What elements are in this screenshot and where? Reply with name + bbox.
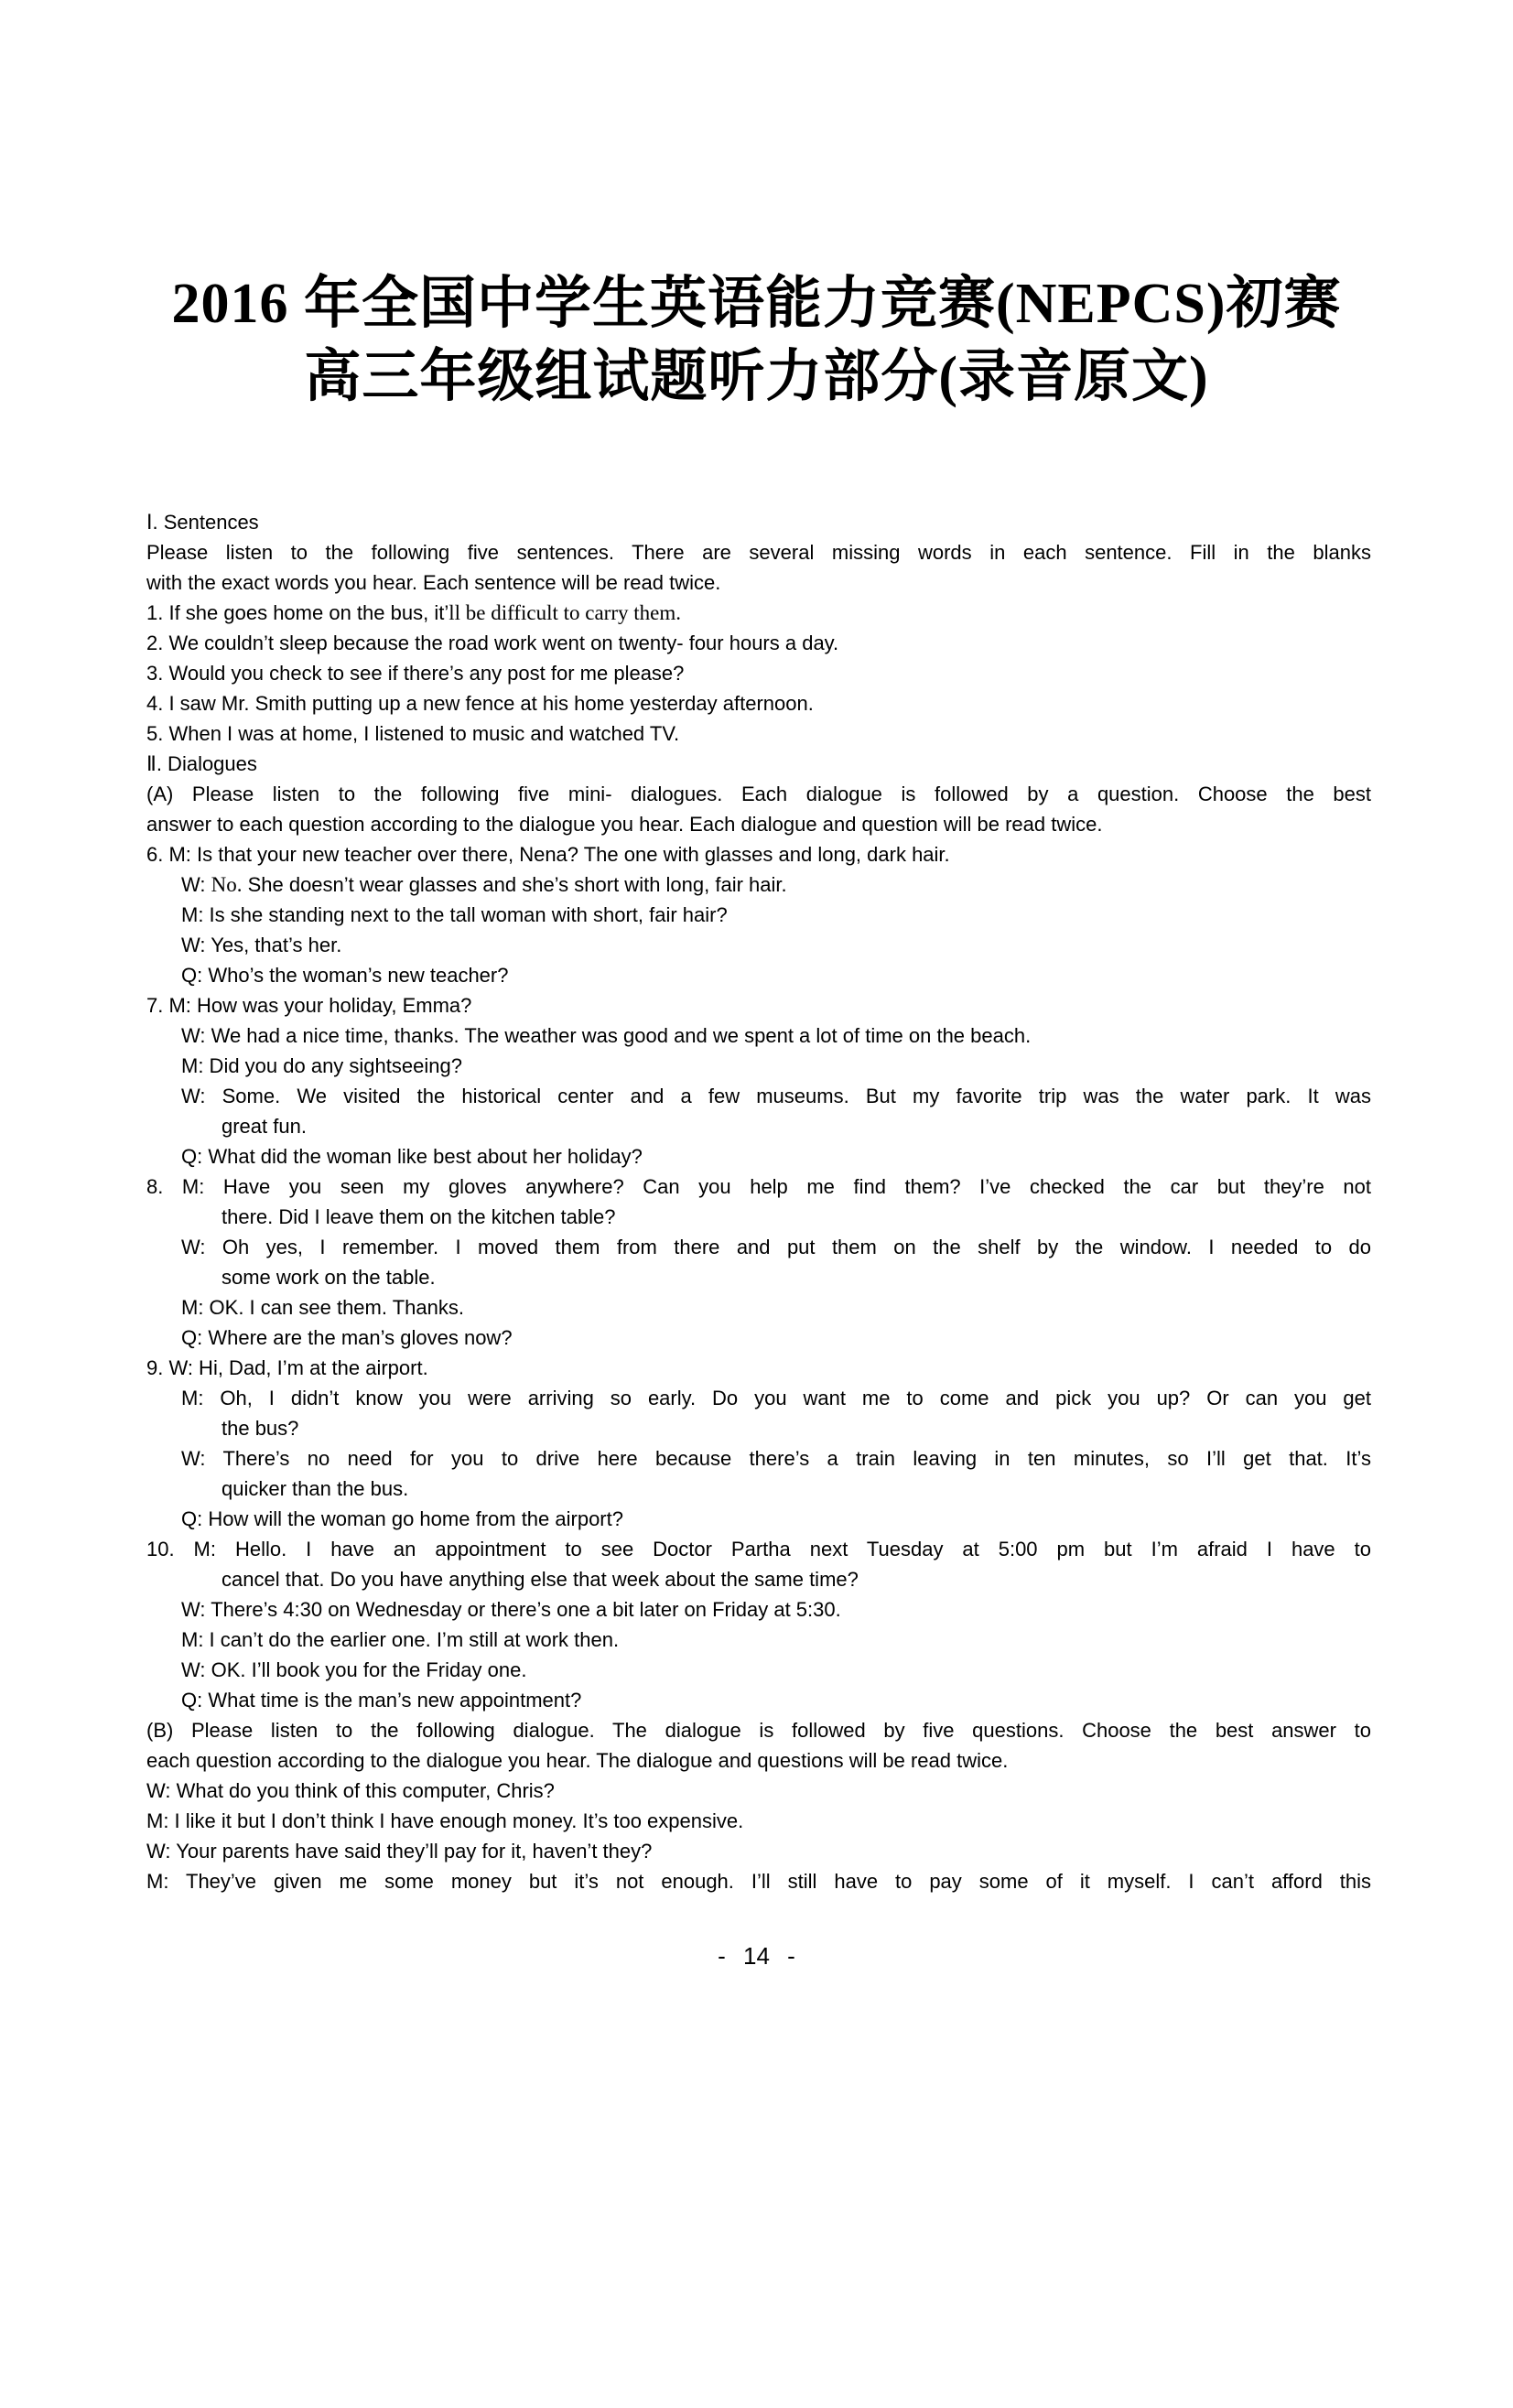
text-line bbox=[146, 990, 1371, 1020]
text-line bbox=[146, 1715, 1371, 1745]
text-line bbox=[146, 1292, 1371, 1323]
text-line bbox=[146, 1806, 1371, 1836]
text-segment: cancel that. Do you have anything else that week about the same time? bbox=[222, 1568, 859, 1591]
title-line-2: 高三年级组试题听力部分(录音原文) bbox=[304, 346, 1209, 408]
page-number: - 14 - bbox=[718, 1942, 795, 1970]
text-segment: Q: How will the woman go home from the airport? bbox=[181, 1507, 623, 1530]
text-segment: 7. M: How was your holiday, Emma? bbox=[146, 994, 472, 1017]
text-line bbox=[146, 1413, 1371, 1443]
text-line bbox=[146, 658, 1371, 688]
text-line bbox=[146, 1323, 1371, 1353]
text-line bbox=[146, 537, 1371, 567]
text-line bbox=[146, 567, 1371, 598]
text-line bbox=[146, 1866, 1371, 1896]
text-line bbox=[146, 1051, 1371, 1081]
exam-transcript-page bbox=[0, 267, 1513, 1971]
text-segment: W: OK. I’ll book you for the Friday one. bbox=[181, 1658, 527, 1681]
text-line bbox=[146, 688, 1371, 718]
text-line bbox=[146, 1383, 1371, 1413]
text-segment: M: I like it but I don’t think I have enough money. It’s too expensive. bbox=[146, 1809, 744, 1832]
text-line bbox=[146, 1504, 1371, 1534]
text-line bbox=[146, 1776, 1371, 1806]
text-line bbox=[146, 507, 1371, 537]
text-segment: W: bbox=[181, 873, 211, 896]
text-line bbox=[146, 598, 1371, 628]
text-segment: M: I can’t do the earlier one. I’m still at work then. bbox=[181, 1628, 620, 1651]
text-segment: (A) Please listen to the following five mini- dialogues. Each dialogue is followed by a question. Choose the best bbox=[146, 783, 1371, 805]
text-segment: W: What do you think of this computer, Chris? bbox=[146, 1779, 555, 1802]
text-line bbox=[146, 1836, 1371, 1866]
text-segment: some work on the table. bbox=[222, 1266, 436, 1289]
text-line bbox=[146, 1202, 1371, 1232]
text-segment: 5. When I was at home, I listened to music and watched TV. bbox=[146, 722, 680, 745]
text-line bbox=[146, 1141, 1371, 1172]
text-line bbox=[146, 718, 1371, 749]
transcript-body bbox=[146, 507, 1371, 1896]
text-segment: She doesn’t wear glasses and she’s short with long, fair hair. bbox=[242, 873, 787, 896]
text-segment: there. Did I leave them on the kitchen table? bbox=[222, 1205, 616, 1228]
text-segment: 9. W: Hi, Dad, I’m at the airport. bbox=[146, 1356, 428, 1379]
text-segment: Ⅱ. Dialogues bbox=[146, 752, 257, 775]
text-line bbox=[146, 1081, 1371, 1111]
text-segment: M: OK. I can see them. Thanks. bbox=[181, 1296, 464, 1319]
text-segment: W: Your parents have said they’ll pay for it, haven’t they? bbox=[146, 1840, 653, 1863]
text-line bbox=[146, 1655, 1371, 1685]
text-segment: M: Is she standing next to the tall woman with short, fair hair? bbox=[181, 903, 728, 926]
text-segment: (B) Please listen to the following dialogue. The dialogue is followed by five questions. Choose the best answer to bbox=[146, 1719, 1371, 1742]
text-segment: 4. I saw Mr. Smith putting up a new fence at his home yesterday afternoon. bbox=[146, 692, 814, 715]
text-segment: W: We had a nice time, thanks. The weather was good and we spent a lot of time on the beach. bbox=[181, 1024, 1032, 1047]
text-segment: Q: What time is the man’s new appointment? bbox=[181, 1689, 582, 1712]
text-segment: 10. M: Hello. I have an appointment to see Doctor Partha next Tuesday at 5:00 pm but I’m afraid I have to bbox=[146, 1538, 1371, 1560]
text-line bbox=[146, 809, 1371, 839]
text-segment: Q: What did the woman like best about her holiday? bbox=[181, 1145, 643, 1168]
text-segment: W: There’s 4:30 on Wednesday or there’s one a bit later on Friday at 5:30. bbox=[181, 1598, 841, 1621]
text-segment: W: Some. We visited the historical center and a few museums. But my favorite trip was the water park. It was bbox=[181, 1085, 1371, 1107]
text-segment: each question according to the dialogue you hear. The dialogue and questions will be read twice. bbox=[146, 1749, 1009, 1772]
text-segment: Q: Who’s the woman’s new teacher? bbox=[181, 964, 509, 987]
text-segment: M: They’ve given me some money but it’s not enough. I’ll still have to pay some of it myself. I can’t afford this bbox=[146, 1870, 1371, 1893]
text-segment: 1. If she goes home on the bus, it’ bbox=[146, 601, 449, 624]
text-line bbox=[146, 1232, 1371, 1262]
text-segment: ll be difficult to carry them. bbox=[448, 601, 681, 624]
text-segment: quicker than the bus. bbox=[222, 1477, 409, 1500]
text-line bbox=[146, 1594, 1371, 1625]
text-line bbox=[146, 1111, 1371, 1141]
page-title bbox=[0, 267, 1513, 414]
text-line bbox=[146, 1685, 1371, 1715]
text-segment: 6. M: Is that your new teacher over there, Nena? The one with glasses and long, dark hair. bbox=[146, 843, 950, 866]
text-line bbox=[146, 749, 1371, 779]
text-segment: M: Did you do any sightseeing? bbox=[181, 1054, 462, 1077]
text-line bbox=[146, 1353, 1371, 1383]
text-line bbox=[146, 1474, 1371, 1504]
text-line bbox=[146, 1020, 1371, 1051]
text-line bbox=[146, 628, 1371, 658]
text-line bbox=[146, 779, 1371, 809]
text-line bbox=[146, 900, 1371, 930]
text-segment: with the exact words you hear. Each sentence will be read twice. bbox=[146, 571, 721, 594]
text-segment: Ⅰ. Sentences bbox=[146, 511, 259, 534]
text-segment: W: Yes, that’s her. bbox=[181, 934, 342, 956]
text-segment: Please listen to the following five sentences. There are several missing words in each sentence. Fill in the blanks bbox=[146, 541, 1371, 564]
text-segment: Q: Where are the man’s gloves now? bbox=[181, 1326, 513, 1349]
text-segment: the bus? bbox=[222, 1417, 299, 1440]
text-segment: W: There’s no need for you to drive here because there’s a train leaving in ten minutes, so I’ll get that. It’s bbox=[181, 1447, 1371, 1470]
text-line bbox=[146, 839, 1371, 869]
text-line bbox=[146, 1625, 1371, 1655]
text-segment: No. bbox=[211, 873, 243, 896]
text-line bbox=[146, 930, 1371, 960]
text-line bbox=[146, 960, 1371, 990]
text-segment: M: Oh, I didn’t know you were arriving so early. Do you want me to come and pick you up? Or can you get bbox=[181, 1387, 1371, 1409]
text-line bbox=[146, 1172, 1371, 1202]
text-segment: answer to each question according to the dialogue you hear. Each dialogue and question will be read twice. bbox=[146, 813, 1103, 836]
text-line bbox=[146, 869, 1371, 900]
text-segment: 3. Would you check to see if there’s any post for me please? bbox=[146, 662, 685, 685]
text-segment: 8. M: Have you seen my gloves anywhere? Can you help me find them? I’ve checked the car but they’re not bbox=[146, 1175, 1371, 1198]
text-line bbox=[146, 1534, 1371, 1564]
text-line bbox=[146, 1564, 1371, 1594]
text-line bbox=[146, 1443, 1371, 1474]
text-segment: W: Oh yes, I remember. I moved them from there and put them on the shelf by the window. I needed to do bbox=[181, 1236, 1371, 1258]
text-line bbox=[146, 1262, 1371, 1292]
title-line-1: 2016 年全国中学生英语能力竞赛(NEPCS)初赛 bbox=[171, 273, 1342, 335]
text-segment: great fun. bbox=[222, 1115, 307, 1138]
text-line bbox=[146, 1745, 1371, 1776]
text-segment: 2. We couldn’t sleep because the road work went on twenty- four hours a day. bbox=[146, 632, 839, 654]
